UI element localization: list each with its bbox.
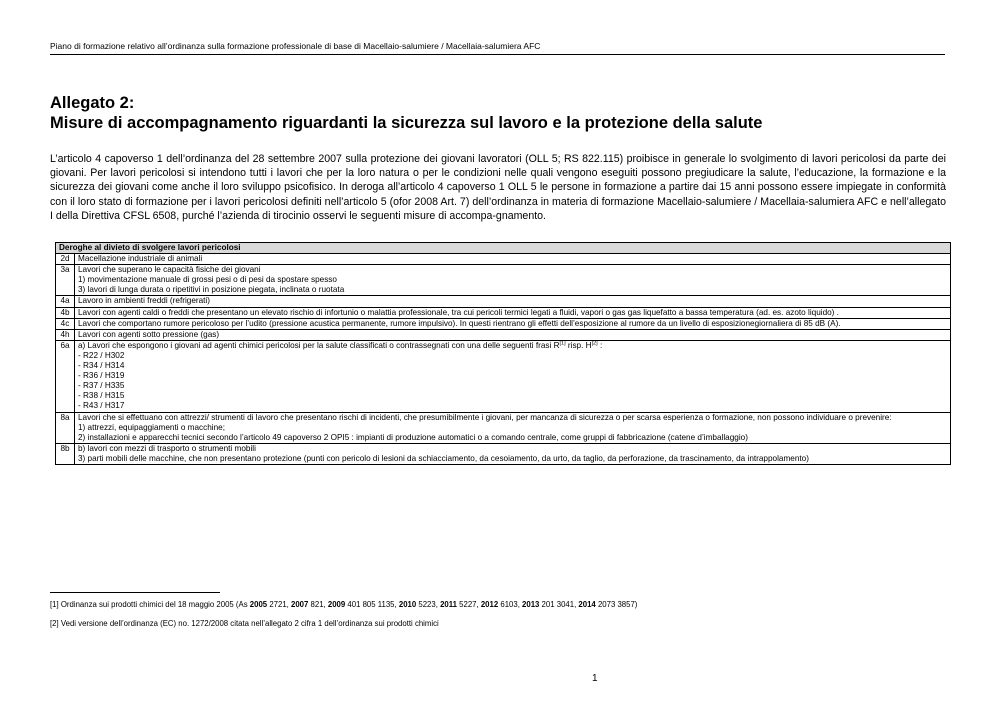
footnote-year: 2007 bbox=[291, 600, 309, 609]
row-code: 4h bbox=[56, 329, 75, 340]
row-line: - R22 / H302 bbox=[78, 350, 125, 360]
deroghe-table bbox=[55, 242, 951, 465]
footnote-year: 2013 bbox=[522, 600, 540, 609]
table-row bbox=[56, 265, 951, 296]
row-line: Lavori con agenti caldi o freddi che presentano un elevato rischio di infortunio o malattia professionale, tra cui pericoli termici legati a fluidi, vapori o gas gas liquefatto a bassa temperatura (ad. es. azoto liquido) . bbox=[78, 307, 839, 317]
footnote-pages: 401 805 1135, bbox=[345, 600, 399, 609]
row-description bbox=[75, 340, 951, 412]
table-row bbox=[56, 296, 951, 307]
line-text: a) Lavori che espongono i giovani ad agenti chimici pericolosi per la salute classificati o contrassegnati con una delle seguenti frasi R bbox=[78, 340, 560, 350]
row-line: 1) movimentazione manuale di grossi pesi o di pesi da spostare spesso bbox=[78, 275, 337, 285]
footnote-year: 2011 bbox=[440, 600, 457, 609]
table-row bbox=[56, 443, 951, 464]
footnote-year: 2010 bbox=[398, 600, 417, 609]
footnote-pages: 201 3041, bbox=[539, 600, 579, 609]
footnote-ref-2: [2] bbox=[591, 340, 598, 347]
row-description bbox=[75, 307, 951, 318]
footnote-separator bbox=[50, 592, 220, 593]
row-code: 4a bbox=[56, 296, 75, 307]
row-line: 3) lavori di lunga durata o ripetitivi in posizione piegata, inclinata o ruotata bbox=[78, 285, 345, 295]
table-row bbox=[56, 412, 951, 443]
footnote-pages: 2721, bbox=[267, 600, 291, 609]
row-description bbox=[75, 412, 951, 443]
row-description bbox=[75, 296, 951, 307]
row-code: 8b bbox=[56, 443, 75, 464]
row-description bbox=[75, 329, 951, 340]
line-text: : bbox=[597, 340, 603, 350]
page-number: 1 bbox=[592, 673, 598, 684]
row-line: Lavori che superano le capacità fisiche dei giovani bbox=[78, 265, 261, 275]
footnote-ref-1: [1] bbox=[559, 340, 566, 347]
table-row bbox=[56, 318, 951, 329]
row-line: - R37 / H335 bbox=[78, 381, 125, 391]
title-line-2: Misure di accompagnamento riguardanti la sicurezza sul lavoro e la protezione della salute bbox=[50, 114, 763, 132]
footnote-year: 2005 bbox=[249, 600, 268, 609]
row-code: 3a bbox=[56, 265, 75, 296]
row-code: 4c bbox=[56, 318, 75, 329]
footnote-text: [1] Ordinanza sui prodotti chimici del 18 maggio 2005 (As bbox=[50, 600, 250, 609]
row-description bbox=[75, 254, 951, 265]
row-code: 4b bbox=[56, 307, 75, 318]
row-line: Macellazione industriale di animali bbox=[78, 254, 203, 264]
row-description bbox=[75, 265, 951, 296]
row-description bbox=[75, 318, 951, 329]
running-header: Piano di formazione relativo all’ordinanza sulla formazione professionale di base di Macellaio-salumiere / Macellaia-salumiera AFC bbox=[50, 41, 945, 55]
row-code: 8a bbox=[56, 412, 75, 443]
row-line: - R38 / H315 bbox=[78, 391, 125, 401]
footnote-1 bbox=[50, 600, 637, 609]
table-header-row bbox=[56, 243, 951, 254]
row-line: Lavoro in ambienti freddi (refrigerati) bbox=[78, 296, 210, 306]
row-line: 3) parti mobili delle macchine, che non presentano protezione (punti con pericolo di lesioni da schiacciamento, da cesoiamento, da urto, da taglio, da perforazione, da trascinamento, da intrappolamento) bbox=[78, 453, 809, 463]
footnote-pages: 821, bbox=[308, 600, 328, 609]
row-description bbox=[75, 443, 951, 464]
table-row bbox=[56, 340, 951, 412]
row-code: 6a bbox=[56, 340, 75, 412]
title-line-1: Allegato 2: bbox=[50, 94, 135, 112]
table-row bbox=[56, 329, 951, 340]
row-line: Lavori che comportano rumore pericoloso per l’udito (pressione acustica permanente, rumore impulsivo). In questi rientrano gli effetti dell’esposizione al rumore da un livello di esposizionegiornaliera di 85 dB (A). bbox=[78, 318, 841, 328]
table-body bbox=[56, 254, 951, 465]
footnote-pages: 5227, bbox=[456, 600, 481, 609]
table-row bbox=[56, 307, 951, 318]
footnote-2: [2] Vedi versione dell’ordinanza (EC) no. 1272/2008 citata nell’allegato 2 cifra 1 dell’ordinanza sui prodotti chimici bbox=[50, 619, 439, 628]
row-line: b) lavori con mezzi di trasporto o strumenti mobili bbox=[78, 443, 256, 453]
footnote-pages: 2073 3857) bbox=[595, 600, 638, 609]
row-line: Lavori con agenti sotto pressione (gas) bbox=[78, 329, 220, 339]
row-line: Lavori che si effettuano con attrezzi/ strumenti di lavoro che presentano rischi di incidenti, che presumibilmente i giovani, per mancanza di sicurezza o per scarsa esperienza o formazione, non possono individuare o prevenire: bbox=[78, 412, 892, 422]
row-line: 1) attrezzi, equipaggiamenti o macchine; bbox=[78, 422, 225, 432]
row-line: - R36 / H319 bbox=[78, 371, 125, 381]
row-line: - R43 / H317 bbox=[78, 401, 125, 411]
footnote-year: 2012 bbox=[480, 600, 499, 609]
intro-paragraph: L’articolo 4 capoverso 1 dell’ordinanza del 28 settembre 2007 sulla protezione dei giovani lavoratori (OLL 5; RS 822.115) proibisce in generale lo svolgimento di lavori pericolosi da parte dei giovani. Per lavori pericolosi si intendono tutti i lavori che per la loro natura o per le condizioni nelle quali vengono eseguiti possono pregiudicare la salute, l’educazione, la formazione e la sicurezza dei giovani come anche il loro sviluppo psicofisico. In deroga all’articolo 4 capoverso 1 OLL 5 le persone in formazione a partire dai 15 anni possono essere impiegate in conformità con il loro stato di formazione per i lavori pericolosi definiti nell’articolo 5 (ofor 2008 Art. 7) dell’ordinanza in materia di formazione Macellaio-salumiere / Macellaia-salumiera AFC e nell’allegato I della Direttiva CFSL 6508, purché l’azienda di tirocinio osservi le seguenti misure di accompa-gnamento. bbox=[50, 153, 946, 222]
table-header: Deroghe al divieto di svolgere lavori pericolosi bbox=[56, 243, 951, 254]
table-row bbox=[56, 254, 951, 265]
row-line: - R34 / H314 bbox=[78, 361, 125, 371]
row-code: 2d bbox=[56, 254, 75, 265]
page-title bbox=[50, 93, 945, 133]
row-line: 2) installazioni e apparecchi tecnici secondo l’articolo 49 capoverso 2 OPI5 : impianti di produzione automatici o a comando centrale, come gruppi di fabbricazione (catene d’imballaggio) bbox=[78, 432, 748, 442]
line-text: risp. H bbox=[565, 340, 592, 350]
footnote-pages: 6103, bbox=[498, 600, 523, 609]
footnote-year: 2014 bbox=[578, 600, 596, 609]
footnote-pages: 5223, bbox=[416, 600, 441, 609]
row-line bbox=[78, 341, 947, 351]
footnote-year: 2009 bbox=[327, 600, 346, 609]
